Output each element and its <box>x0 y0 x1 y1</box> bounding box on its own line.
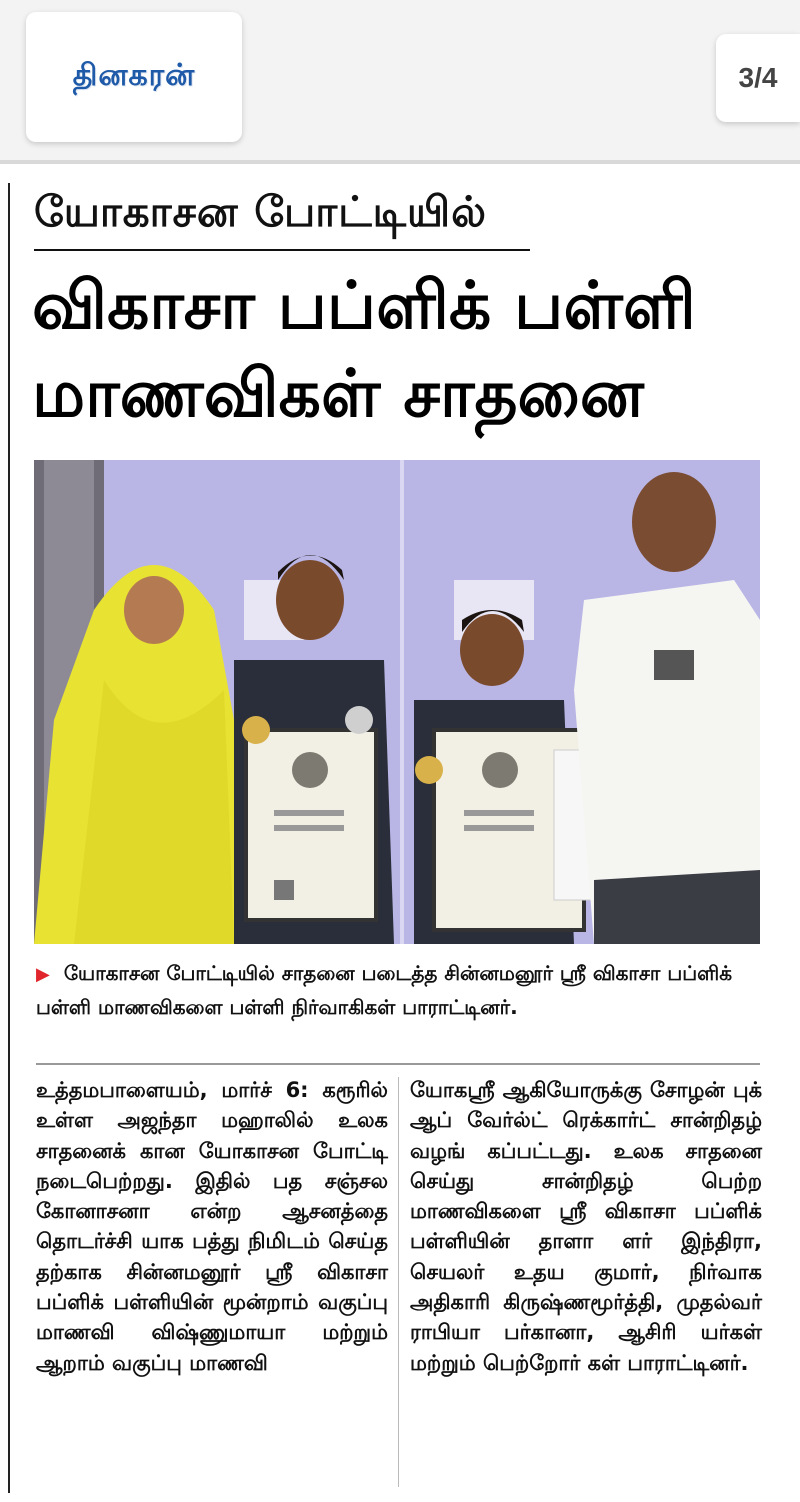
caption-divider <box>36 1063 760 1065</box>
article-body-column-1 <box>36 1075 388 1378</box>
caption-text: யோகாசன போட்டியில் சாதனை படைத்த சின்னமனூர் ஸ்ரீ விகாசா பப்ளிக் பள்ளி மாணவிகளை பள்ளி நிர்வாகிகள் பாராட்டினர். <box>36 961 732 1019</box>
triangle-right-icon: ▶ <box>36 964 50 985</box>
header-divider <box>0 160 800 164</box>
app-header <box>0 0 800 160</box>
news-article <box>0 165 800 1502</box>
headline-line-1: விகாசா பப்ளிக் பள்ளி <box>32 266 696 344</box>
photo-caption <box>36 957 764 1024</box>
photo-illustration <box>34 460 760 944</box>
article-kicker: யோகாசன போட்டியில் <box>34 187 488 236</box>
column-rule <box>8 183 10 1493</box>
newspaper-logo[interactable] <box>26 12 242 142</box>
article-photo[interactable] <box>34 460 760 944</box>
article-headline <box>32 261 772 437</box>
body-paragraph-left: உத்தமபாளையம், மார்ச் 6: கரூரில் உள்ள அஜந்தா மஹாலில் உலக சாதனைக் கான யோகாசன போட்டி நடைபெற்றது. இதில் பத சஞ்சல கோனாசனா என்ற ஆசனத்தை தொடர்ச்சி யாக பத்து நிமிடம் செய்த தற்காக சின்னமனூர் ஸ்ரீ விகாசா பப்ளிக் பள்ளியின் மூன்றாம் வகுப்பு மாணவி விஷ்ணுமாயா மற்றும் ஆறாம் வகுப்பு மாணவி <box>36 1078 388 1375</box>
page-indicator: 3/4 <box>716 34 800 122</box>
logo-text: தினகரன் <box>72 57 196 93</box>
headline-line-2: மாணவிகள் சாதனை <box>32 354 644 432</box>
article-body-column-2 <box>410 1075 762 1378</box>
column-divider <box>398 1077 399 1487</box>
kicker-underline <box>34 249 530 251</box>
body-paragraph-right: யோகஸ்ரீ ஆகியோருக்கு சோழன் புக் ஆப் வேர்ல்ட் ரெக்கார்ட் சான்றிதழ் வழங் கப்பட்டது. உலக சாதனை செய்து சான்றிதழ் பெற்ற மாணவிகளை ஸ்ரீ விகாசா பப்ளிக் பள்ளியின் தாளா ளர் இந்திரா, செயலர் உதய குமார், நிர்வாக அதிகாரி கிருஷ்ணமூர்த்தி, முதல்வர் ராபியா பர்கானா, ஆசிரி யர்கள் மற்றும் பெற்றோர் கள் பாராட்டினர். <box>410 1078 762 1375</box>
